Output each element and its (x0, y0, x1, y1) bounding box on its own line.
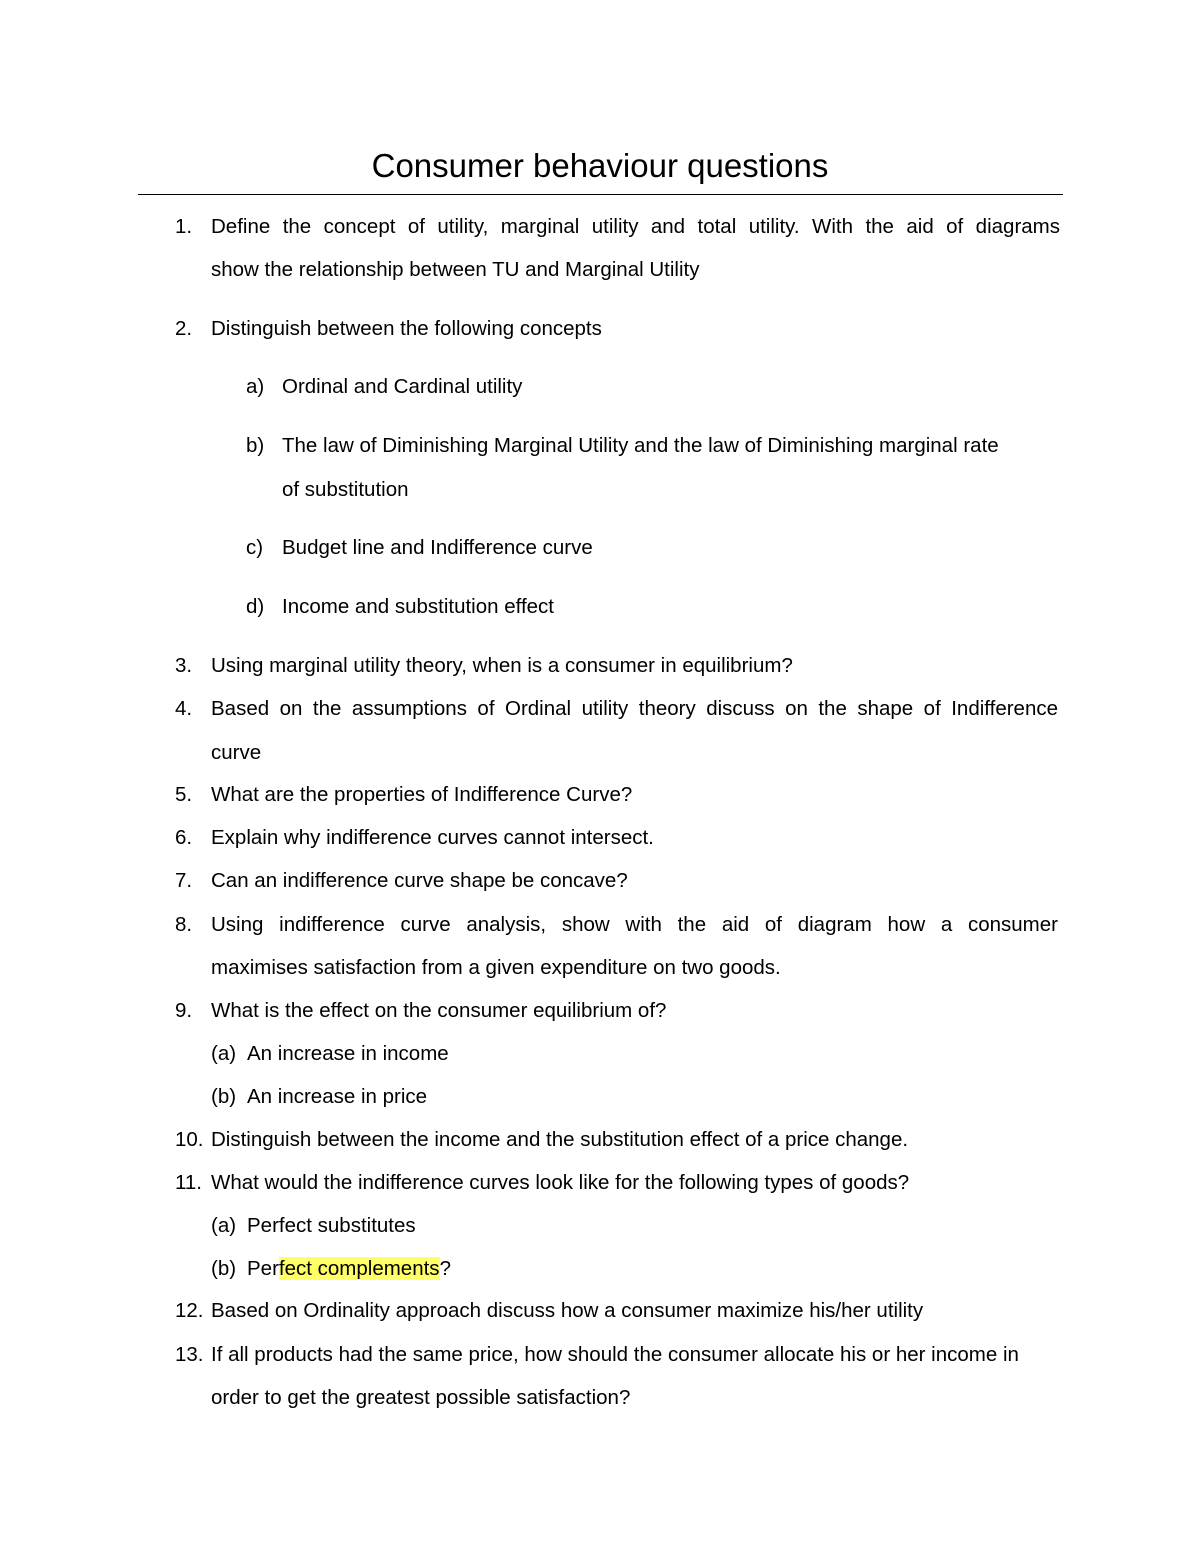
question-text: What would the indifference curves look like for the following types of goods? (211, 1171, 910, 1194)
item-text: An increase in price (247, 1085, 428, 1108)
question-number: 6. (175, 826, 193, 849)
question-number: 4. (175, 697, 193, 720)
question-text: Can an indifference curve shape be concave? (211, 869, 628, 892)
question-4-continuation: curve (211, 741, 262, 764)
item-text: Ordinal and Cardinal utility (282, 375, 523, 398)
question-number: 8. (175, 913, 193, 936)
question-text: What is the effect on the consumer equilibrium of? (211, 999, 667, 1022)
title-underline (138, 194, 1063, 195)
item-text: Budget line and Indifference curve (282, 536, 593, 559)
item-label: (b) (211, 1085, 237, 1108)
page-title: Consumer behaviour questions (371, 147, 829, 184)
question-number: 10. (175, 1128, 204, 1151)
item-text: Income and substitution effect (282, 595, 554, 618)
question-text: Using marginal utility theory, when is a consumer in equilibrium? (211, 654, 793, 677)
item-label: b) (246, 434, 265, 457)
item-text: The law of Diminishing Marginal Utility and the law of Diminishing marginal rate (282, 434, 999, 457)
question-2-item-b-continuation: of substitution (282, 478, 409, 501)
question-number: 7. (175, 869, 193, 892)
question-text: What are the properties of Indifference Curve? (211, 783, 633, 806)
question-number: 2. (175, 317, 193, 340)
item-text: An increase in income (247, 1042, 449, 1065)
question-number: 11. (175, 1171, 202, 1194)
question-text: Distinguish between the income and the substitution effect of a price change. (211, 1128, 909, 1151)
question-text: If all products had the same price, how should the consumer allocate his or her income in (211, 1343, 1019, 1366)
item-label: (a) (211, 1042, 237, 1065)
question-number: 3. (175, 654, 193, 677)
item-text: Perfect substitutes (247, 1214, 416, 1237)
item-label: c) (246, 536, 264, 559)
item-text-start: Per (247, 1257, 279, 1280)
question-number: 9. (175, 999, 193, 1022)
question-text: Explain why indifference curves cannot intersect. (211, 826, 654, 849)
item-label: d) (246, 595, 265, 618)
item-label: (b) (211, 1257, 237, 1280)
highlighted-text: fect complements (278, 1257, 440, 1280)
question-number: 1. (175, 215, 193, 238)
question-text: Based on the assumptions of Ordinal utility theory discuss on the shape of Indifference (211, 697, 1058, 720)
question-number: 12. (175, 1299, 204, 1322)
item-label: a) (246, 375, 265, 398)
question-text: Distinguish between the following concepts (211, 317, 602, 340)
question-number: 5. (175, 783, 193, 806)
item-text-end: ? (439, 1257, 451, 1280)
question-text: Using indifference curve analysis, show with the aid of diagram how a consumer (211, 913, 1058, 936)
item-text (247, 1255, 451, 1283)
question-text: Based on Ordinality approach discuss how a consumer maximize his/her utility (211, 1299, 924, 1322)
question-8-continuation: maximises satisfaction from a given expenditure on two goods. (211, 956, 781, 979)
item-label: (a) (211, 1214, 237, 1237)
question-text: Define the concept of utility, marginal utility and total utility. With the aid of diagrams (211, 215, 1060, 238)
question-13-continuation: order to get the greatest possible satisfaction? (211, 1386, 631, 1409)
question-1-continuation: show the relationship between TU and Marginal Utility (211, 258, 700, 281)
question-number: 13. (175, 1343, 204, 1366)
